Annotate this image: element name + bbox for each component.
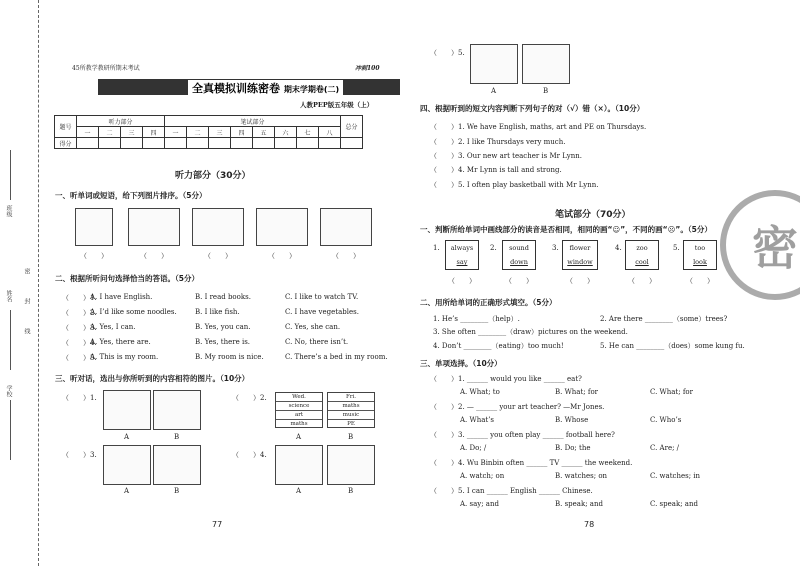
option-c: C. There’s a bed in my room. [285, 353, 388, 361]
pair-num: 3. [552, 244, 559, 252]
mc-question: （ ）1. ______ would you like ______ eat? [430, 375, 582, 383]
answer-paren[interactable]: （ ） [686, 277, 714, 285]
option-c[interactable]: C. speak; and [650, 500, 698, 508]
num-cell: 三 [209, 127, 231, 138]
option-b: B. Yes, there is. [195, 338, 251, 346]
mc-question: （ ）5. I can ______ English ______ Chinese. [430, 487, 593, 495]
listening-part-label: 听力部分 [77, 116, 165, 127]
label-b: B [174, 487, 180, 495]
answer-paren[interactable]: （ ） [80, 252, 108, 260]
word-pair-4: zoo cool [625, 240, 659, 270]
score-col-label: 题号 [55, 116, 77, 138]
tf-item: （ ）1. We have English, maths, art and PE on Thursdays. [430, 123, 647, 131]
picture-a [470, 44, 518, 84]
option-c: C. Yes, she can. [285, 323, 341, 331]
q-num: （ ）1. [62, 294, 97, 302]
pair-num: 5. [673, 244, 680, 252]
fill-line[interactable]: 4. Don’t ________（eating）too much! [433, 342, 564, 350]
listen-s3-title: 三、听对话，选出与你所听到的内容相符的图片。（10分） [55, 374, 250, 383]
label-a: A [124, 433, 130, 441]
option-c: C. No, there isn’t. [285, 338, 349, 346]
name-line [10, 310, 11, 370]
page-number-right: 78 [584, 520, 595, 529]
mc-question: （ ）4. Wu Binbin often ______ TV ______ the weekend. [430, 459, 633, 467]
option-c: C. I like to watch TV. [285, 293, 359, 301]
tf-item: （ ）4. Mr Lynn is tall and strong. [430, 166, 562, 174]
num-cell: 七 [297, 127, 319, 138]
paper-title: 全真模拟训练密卷 期末学期卷(二) [188, 80, 343, 96]
answer-paren[interactable]: （ ） [268, 252, 296, 260]
picture-1 [75, 208, 113, 246]
answer-paren[interactable]: （ ） [140, 252, 168, 260]
word-pair-1: always say [445, 240, 479, 270]
num-cell: 二 [187, 127, 209, 138]
q-num: （ ）5. [62, 354, 97, 362]
option-a[interactable]: A. watch; on [460, 472, 505, 480]
school-line [10, 400, 11, 460]
answer-paren[interactable]: （ ） [505, 277, 533, 285]
label-a: A [296, 433, 302, 441]
tf-item: （ ）3. Our new art teacher is Mr Lynn. [430, 152, 582, 160]
mc-question: （ ）3. ______ you often play ______ football here? [430, 431, 615, 439]
school-label: 学校 [5, 385, 12, 397]
write-s1-title: 一、判断所给单词中画线部分的读音是否相同，相同的画“☺”，不同的画“☹”。（5分） [420, 225, 712, 234]
picture-b [522, 44, 570, 84]
written-part-label: 笔试部分 [165, 116, 341, 127]
picture-5 [320, 208, 372, 246]
option-c[interactable]: C. What; for [650, 388, 693, 396]
schedule-a: Wed. science art maths [275, 392, 323, 428]
picture-b [327, 445, 375, 485]
picture-3 [192, 208, 244, 246]
option-b: B. I read books. [195, 293, 251, 301]
fill-line[interactable]: 2. Are there ________（some）trees? [600, 315, 728, 323]
mc-question: （ ）2. — ______ your art teacher? —Mr Jones. [430, 403, 605, 411]
picture-a [103, 390, 151, 430]
answer-paren[interactable]: （ ） [448, 277, 476, 285]
write-s3-title: 三、单项选择。（10分） [420, 359, 502, 368]
option-a[interactable]: A. Do; / [460, 444, 487, 452]
tf-item: （ ）5. I often play basketball with Mr Lynn. [430, 181, 599, 189]
num-cell: 五 [253, 127, 275, 138]
option-c[interactable]: C. Who’s [650, 416, 682, 424]
total-label: 总分 [341, 116, 363, 138]
option-b[interactable]: B. watches; on [555, 472, 608, 480]
label-b: B [174, 433, 180, 441]
pair-num: 4. [615, 244, 622, 252]
num-cell: 二 [99, 127, 121, 138]
num-cell: 四 [143, 127, 165, 138]
label-a: A [491, 87, 497, 95]
class-line [10, 150, 11, 200]
seal-label-1: 密 [23, 268, 30, 274]
pair-num: 2. [490, 244, 497, 252]
listening-heading: 听力部分（30分） [175, 171, 251, 181]
name-label: 姓名 [5, 290, 12, 302]
answer-paren[interactable]: （ ） [332, 252, 360, 260]
q-num[interactable]: （ ）5. [430, 49, 465, 57]
q-num[interactable]: （ ）3. [62, 451, 97, 459]
listen-s4-title: 四、根据听到的短文内容判断下列句子的对（√）错（×）。（10分） [420, 104, 645, 113]
label-b: B [348, 487, 354, 495]
write-s2-title: 二、用所给单词的正确形式填空。（5分） [420, 298, 557, 307]
picture-b [153, 445, 201, 485]
label-b: B [543, 87, 549, 95]
schedule-b: Fri. maths music PE [327, 392, 375, 428]
option-b[interactable]: B. Do; the [555, 444, 591, 452]
word-pair-5: too look [683, 240, 717, 270]
picture-b [153, 390, 201, 430]
pair-num: 1. [433, 244, 440, 252]
answer-paren[interactable]: （ ） [566, 277, 594, 285]
option-b[interactable]: B. Whose [555, 416, 589, 424]
score-row-label: 得分 [55, 138, 77, 149]
tf-item: （ ）2. I like Thursdays very much. [430, 138, 566, 146]
class-label: 班级 [5, 205, 12, 217]
num-cell: 八 [319, 127, 341, 138]
score-table [54, 115, 363, 149]
picture-a [275, 445, 323, 485]
label-a: A [124, 487, 130, 495]
picture-2 [128, 208, 180, 246]
q-num[interactable]: （ ）4. [232, 451, 267, 459]
secret-stamp: 密 [720, 190, 800, 300]
word-pair-2: sound down [502, 240, 536, 270]
picture-4 [256, 208, 308, 246]
exam-tag: 45所教学教研所期末考试 [72, 65, 140, 72]
q-num[interactable]: （ ）2. [232, 394, 267, 402]
binding-strip [0, 0, 52, 566]
option-b[interactable]: B. speak; and [555, 500, 603, 508]
option-a: A. I have English. [90, 293, 153, 301]
seal-label-2: 封 [23, 298, 30, 304]
option-c: C. I have vegetables. [285, 308, 359, 316]
option-a[interactable]: A. say; and [460, 500, 499, 508]
option-a: A. I’d like some noodles. [90, 308, 177, 316]
num-cell: 一 [165, 127, 187, 138]
word-pair-3: flower window [562, 240, 598, 270]
option-a: A. This is my room. [90, 353, 159, 361]
picture-a [103, 445, 151, 485]
option-a[interactable]: A. What’s [460, 416, 495, 424]
option-a: A. Yes, I can. [90, 323, 136, 331]
num-cell: 三 [121, 127, 143, 138]
listen-s1-title: 一、听单词或短语，给下列图片排序。（5分） [55, 191, 207, 200]
label-b: B [348, 433, 354, 441]
page-number-left: 77 [212, 520, 223, 529]
option-a: A. Yes, there are. [90, 338, 151, 346]
option-b: B. I like fish. [195, 308, 240, 316]
cut-line [38, 0, 39, 566]
q-num: （ ）2. [62, 309, 97, 317]
q-num: （ ）3. [62, 324, 97, 332]
listen-s2-title: 二、根据所听问句选择恰当的答语。（5分） [55, 274, 199, 283]
fill-line[interactable]: 3. She often ________（draw）pictures on the weekend. [433, 328, 628, 336]
num-cell: 一 [77, 127, 99, 138]
label-a: A [296, 487, 302, 495]
option-b: B. Yes, you can. [195, 323, 251, 331]
option-b[interactable]: B. What; for [555, 388, 599, 396]
fill-line[interactable]: 5. He can ________（does）some kung fu. [600, 342, 745, 350]
option-a[interactable]: A. What; to [460, 388, 500, 396]
option-c[interactable]: C. Are; / [650, 444, 680, 452]
seal-label-3: 线 [23, 328, 30, 334]
edition: 人教PEP版五年级（上） [300, 101, 374, 109]
option-c[interactable]: C. watches; in [650, 472, 701, 480]
num-cell: 六 [275, 127, 297, 138]
fill-line[interactable]: 1. He’s ________（help）. [433, 315, 520, 323]
brand: 冲刺100 [355, 65, 380, 72]
option-b: B. My room is nice. [195, 353, 264, 361]
answer-paren[interactable]: （ ） [628, 277, 656, 285]
q-num: （ ）4. [62, 339, 97, 347]
written-heading: 笔试部分（70分） [555, 210, 631, 220]
q-num[interactable]: （ ）1. [62, 394, 97, 402]
num-cell: 四 [231, 127, 253, 138]
answer-paren[interactable]: （ ） [204, 252, 232, 260]
